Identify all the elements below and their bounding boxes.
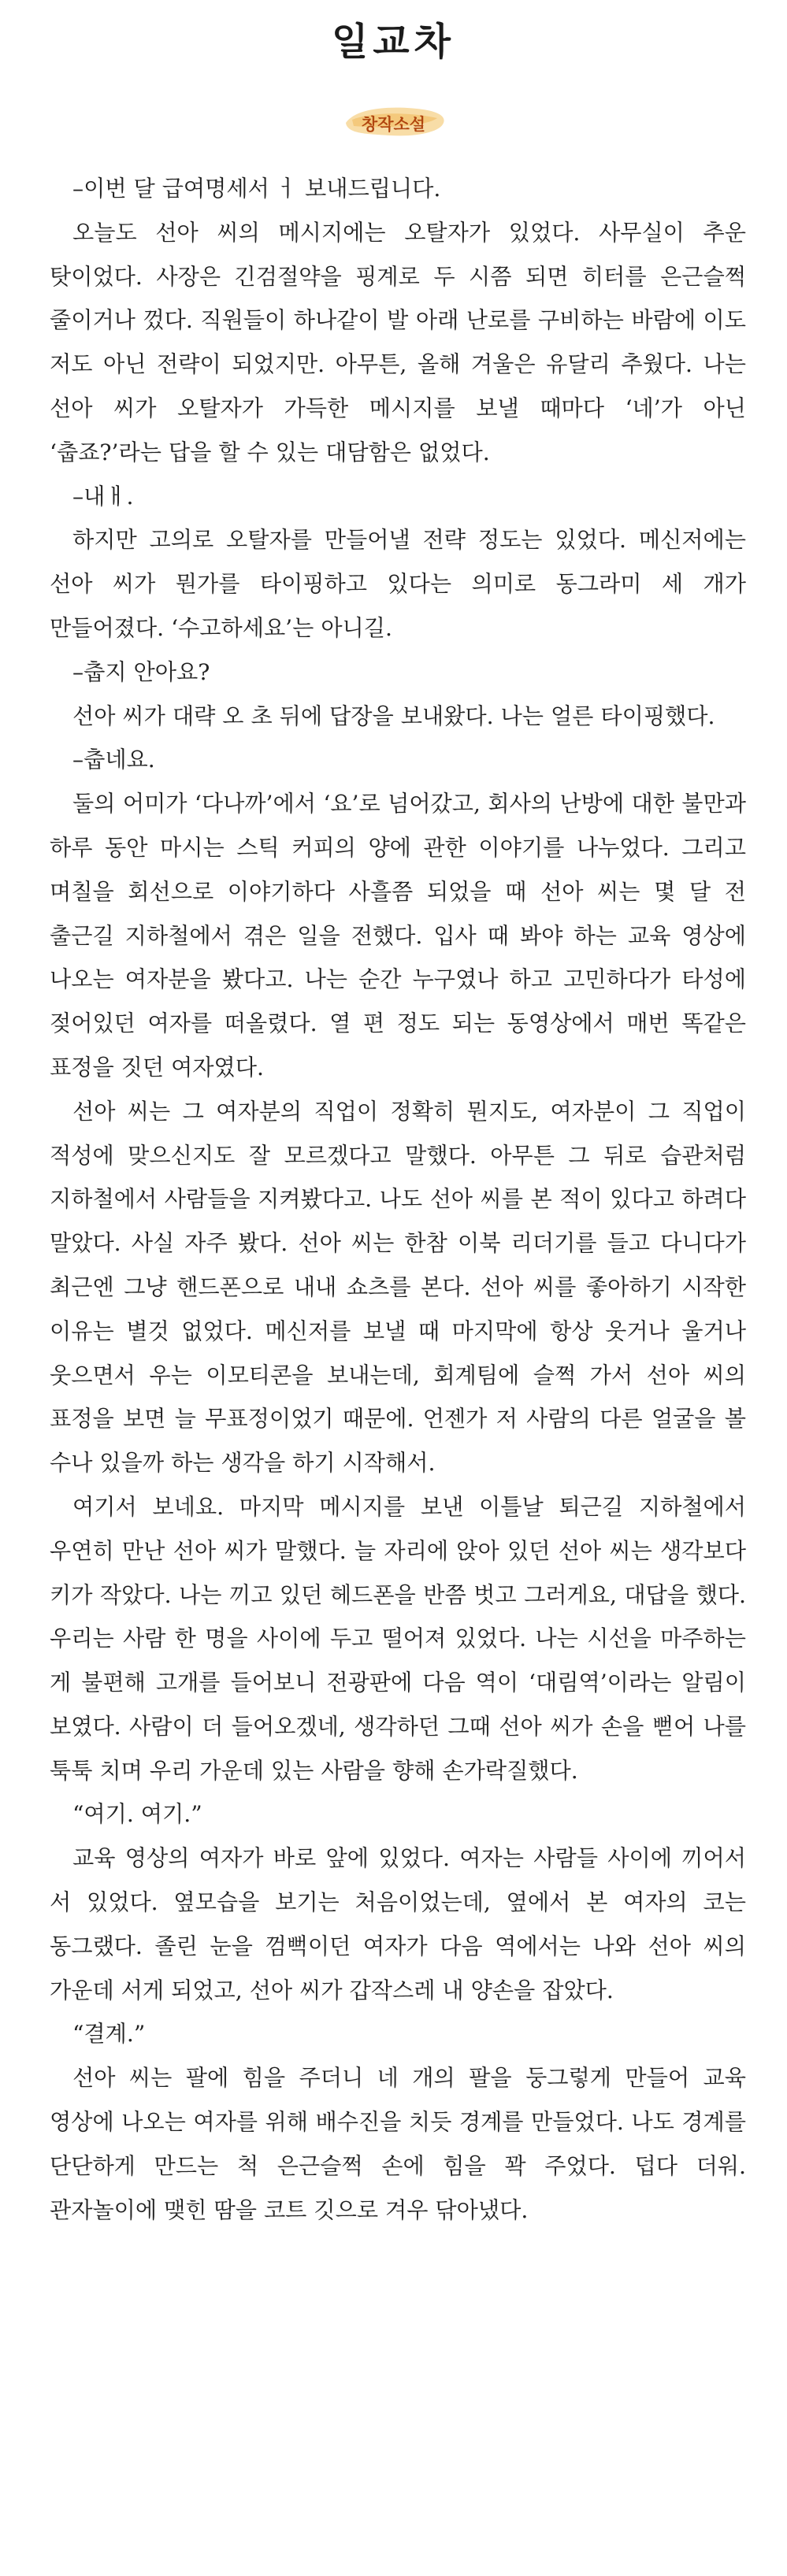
- story-paragraph: –춥지 안아요?: [72, 658, 210, 685]
- story-paragraph: 하지만 고의로 오탈자를 만들어낼 전략 정도는 있었다. 메신저에는 선아 씨가 뭔가를 타이핑하고 있다는 의미로 동그라미 세 개가 만들어졌다. ‘수고하세요’는 아니길.: [50, 527, 746, 641]
- story-paragraph: 둘의 어미가 ‘다나까’에서 ‘요’로 넘어갔고, 회사의 난방에 대한 불만과 하루 동안 마시는 스틱 커피의 양에 관한 이야기를 나누었다. 그리고 며칠을 회선으로 이야기하다 사흘쯤 되었을 때 선아 씨는 몇 달 전 출근길 지하철에서 겪은 일을 전했다. 입사 때 봐야 하는 교육 영상에 나오는 여자분을 봤다고. 나는 순간 누구였나 하고 고민하다가 타성에 젖어있던 여자를 떠올렸다. 열 편 정도 되는 동영상에서 매번 똑같은 표정을 짓던 여자였다.: [50, 791, 746, 1080]
- story-body: [50, 167, 746, 2232]
- category-label: 창작소설: [361, 115, 426, 134]
- story-paragraph: 교육 영상의 여자가 바로 앞에 있었다. 여자는 사람들 사이에 끼어서 서 있었다. 옆모습을 보기는 처음이었는데, 옆에서 본 여자의 코는 동그랬다. 졸린 눈을 껌뻑이던 여자가 다음 역에서는 나와 선아 씨의 가운데 서게 되었고, 선아 씨가 갑작스레 내 양손을 잡았다.: [50, 1845, 746, 2003]
- story-paragraph: 오늘도 선아 씨의 메시지에는 오탈자가 있었다. 사무실이 추운 탓이었다. 사장은 긴검절약을 핑계로 두 시쯤 되면 히터를 은근슬쩍 줄이거나 껐다. 직원들이 하나같이 발 아래 난로를 구비하는 바람에 이도 저도 아닌 전략이 되었지만. 아무튼, 올해 겨울은 유달리 추웠다. 나는 선아 씨가 오탈자가 가득한 메시지를 보낼 때마다 ‘네’가 아닌 ‘춥죠?’라는 답을 할 수 있는 대담함은 없었다.: [50, 219, 746, 465]
- story-paragraph: –내ㅐ.: [72, 483, 134, 510]
- story-paragraph: “결계.”: [72, 2021, 146, 2048]
- story-paragraph: –춥네요.: [72, 747, 155, 773]
- story-title: 일교차: [331, 20, 456, 64]
- story-paragraph: 선아 씨가 대략 오 초 뒤에 답장을 보내왔다. 나는 얼른 타이핑했다.: [72, 702, 715, 729]
- story-paragraph: “여기. 여기.”: [72, 1801, 202, 1828]
- story-paragraph: 여기서 보네요. 마지막 메시지를 보낸 이틀날 퇴근길 지하철에서 우연히 만난 선아 씨가 말했다. 늘 자리에 앉아 있던 선아 씨는 생각보다 키가 작았다. 나는 끼고 있던 헤드폰을 반쯤 벗고 그러게요, 대답을 했다. 우리는 사람 한 명을 사이에 두고 떨어져 있었다. 나는 시선을 마주하는 게 불편해 고개를 들어보니 전광판에 다음 역이 ‘대림역’이라는 알림이 보였다. 사람이 더 들어오겠네, 생각하던 그때 선아 씨가 손을 뻗어 나를 툭툭 치며 우리 가운데 있는 사람을 향해 손가락질했다.: [50, 1493, 746, 1784]
- story-paragraph: 선아 씨는 그 여자분의 직업이 정확히 뭔지도, 여자분이 그 직업이 적성에 맞으신지도 잘 모르겠다고 말했다. 아무튼 그 뒤로 습관처럼 지하철에서 사람들을 지켜봤다고. 나도 선아 씨를 본 적이 있다고 하려다 말았다. 사실 자주 봤다. 선아 씨는 한참 이북 리더기를 들고 다니다가 최근엔 그냥 핸드폰으로 내내 쇼츠를 본다. 선아 씨를 좋아하기 시작한 이유는 별것 없었다. 메신저를 보낼 때 마지막에 항상 웃거나 울거나 웃으면서 우는 이모티콘을 보내는데, 회계팀에 슬쩍 가서 선아 씨의 표정을 보면 늘 무표정이었기 때문에. 언젠가 저 사람의 다른 얼굴을 볼 수나 있을까 하는 생각을 하기 시작해서.: [50, 1098, 746, 1477]
- story-paragraph: –이번 달 급여명세서 ㅓ 보내드립니다.: [72, 176, 441, 202]
- category-badge: [0, 101, 787, 148]
- story-paragraph: 선아 씨는 팔에 힘을 주더니 네 개의 팔을 둥그렇게 만들어 교육 영상에 나오는 여자를 위해 배수진을 치듯 경계를 만들었다. 나도 경계를 단단하게 만드는 척 은근슬쩍 손에 힘을 꽉 주었다. 덥다 더워. 관자놀이에 맺힌 땀을 코트 깃으로 겨우 닦아냈다.: [50, 2065, 746, 2223]
